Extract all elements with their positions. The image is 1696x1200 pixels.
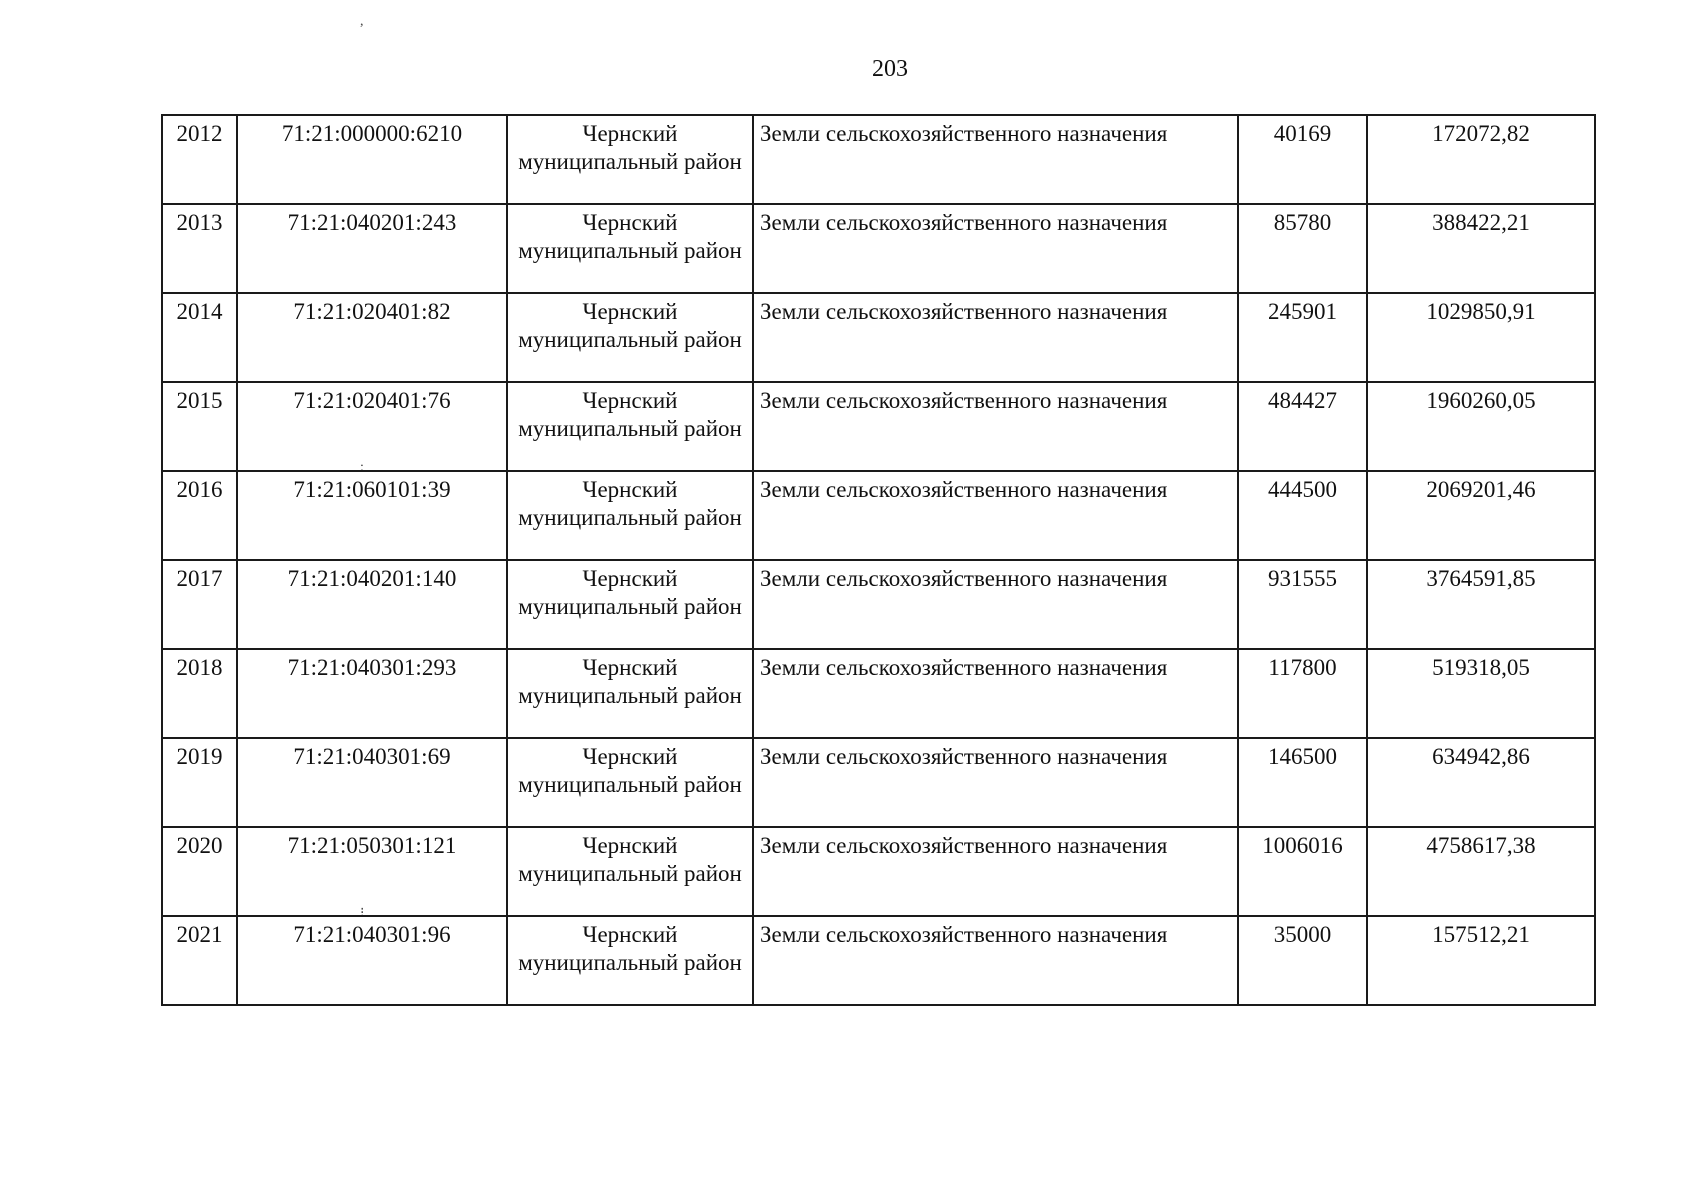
area-cell: 117800 [1238, 649, 1367, 738]
cadastral-number-cell: 71:21:050301:121 [237, 827, 507, 916]
land-category-cell: Земли сельскохозяйственного назначения [753, 293, 1238, 382]
cadastral-value-cell: 3764591,85 [1367, 560, 1595, 649]
cadastral-value-cell: 634942,86 [1367, 738, 1595, 827]
table-row [162, 649, 1595, 738]
land-category-cell: Земли сельскохозяйственного назначения [753, 916, 1238, 1005]
cadastral-value-cell: 157512,21 [1367, 916, 1595, 1005]
table-row [162, 827, 1595, 916]
district-cell: Чернский муниципальный район [507, 738, 753, 827]
page-number: 203 [872, 56, 908, 82]
district-cell: Чернский муниципальный район [507, 293, 753, 382]
scan-speck-mark: : [360, 460, 364, 475]
area-cell: 245901 [1238, 293, 1367, 382]
area-cell: 1006016 [1238, 827, 1367, 916]
district-cell: Чернский муниципальный район [507, 649, 753, 738]
table-body [162, 115, 1595, 1005]
cadastral-number-cell: 71:21:020401:82 [237, 293, 507, 382]
scan-speck-mark: ⁝ [360, 906, 365, 921]
area-cell: 484427 [1238, 382, 1367, 471]
row-number-cell: 2012 [162, 115, 237, 204]
land-category-cell: Земли сельскохозяйственного назначения [753, 649, 1238, 738]
row-number-cell: 2017 [162, 560, 237, 649]
cadastral-value-cell: 1029850,91 [1367, 293, 1595, 382]
cadastral-value-cell: 4758617,38 [1367, 827, 1595, 916]
land-category-cell: Земли сельскохозяйственного назначения [753, 382, 1238, 471]
cadastral-number-cell: 71:21:060101:39 [237, 471, 507, 560]
row-number-cell: 2015 [162, 382, 237, 471]
area-cell: 35000 [1238, 916, 1367, 1005]
land-category-cell: Земли сельскохозяйственного назначения [753, 738, 1238, 827]
land-category-cell: Земли сельскохозяйственного назначения [753, 471, 1238, 560]
row-number-cell: 2021 [162, 916, 237, 1005]
cadastral-number-cell: 71:21:020401:76 [237, 382, 507, 471]
district-cell: Чернский муниципальный район [507, 560, 753, 649]
table-row [162, 115, 1595, 204]
table-row [162, 293, 1595, 382]
area-cell: 85780 [1238, 204, 1367, 293]
area-cell: 146500 [1238, 738, 1367, 827]
table-row [162, 738, 1595, 827]
row-number-cell: 2014 [162, 293, 237, 382]
district-cell: Чернский муниципальный район [507, 204, 753, 293]
row-number-cell: 2020 [162, 827, 237, 916]
cadastral-value-cell: 172072,82 [1367, 115, 1595, 204]
land-category-cell: Земли сельскохозяйственного назначения [753, 827, 1238, 916]
table-row [162, 916, 1595, 1005]
cadastral-number-cell: 71:21:040201:243 [237, 204, 507, 293]
row-number-cell: 2016 [162, 471, 237, 560]
cadastral-value-cell: 1960260,05 [1367, 382, 1595, 471]
land-category-cell: Земли сельскохозяйственного назначения [753, 115, 1238, 204]
cadastral-number-cell: 71:21:040201:140 [237, 560, 507, 649]
district-cell: Чернский муниципальный район [507, 471, 753, 560]
table-row [162, 204, 1595, 293]
district-cell: Чернский муниципальный район [507, 115, 753, 204]
row-number-cell: 2018 [162, 649, 237, 738]
area-cell: 40169 [1238, 115, 1367, 204]
row-number-cell: 2013 [162, 204, 237, 293]
district-cell: Чернский муниципальный район [507, 827, 753, 916]
cadastral-number-cell: 71:21:040301:96 [237, 916, 507, 1005]
cadastral-number-cell: 71:21:040301:293 [237, 649, 507, 738]
table-row [162, 382, 1595, 471]
district-cell: Чернский муниципальный район [507, 382, 753, 471]
land-category-cell: Земли сельскохозяйственного назначения [753, 560, 1238, 649]
row-number-cell: 2019 [162, 738, 237, 827]
cadastral-value-cell: 519318,05 [1367, 649, 1595, 738]
table-row [162, 560, 1595, 649]
cadastral-number-cell: 71:21:000000:6210 [237, 115, 507, 204]
land-plots-table [161, 114, 1596, 1006]
table-row [162, 471, 1595, 560]
district-cell: Чернский муниципальный район [507, 916, 753, 1005]
cadastral-number-cell: 71:21:040301:69 [237, 738, 507, 827]
scan-speck-mark: , [360, 14, 364, 29]
cadastral-value-cell: 2069201,46 [1367, 471, 1595, 560]
cadastral-value-cell: 388422,21 [1367, 204, 1595, 293]
area-cell: 444500 [1238, 471, 1367, 560]
land-category-cell: Земли сельскохозяйственного назначения [753, 204, 1238, 293]
area-cell: 931555 [1238, 560, 1367, 649]
